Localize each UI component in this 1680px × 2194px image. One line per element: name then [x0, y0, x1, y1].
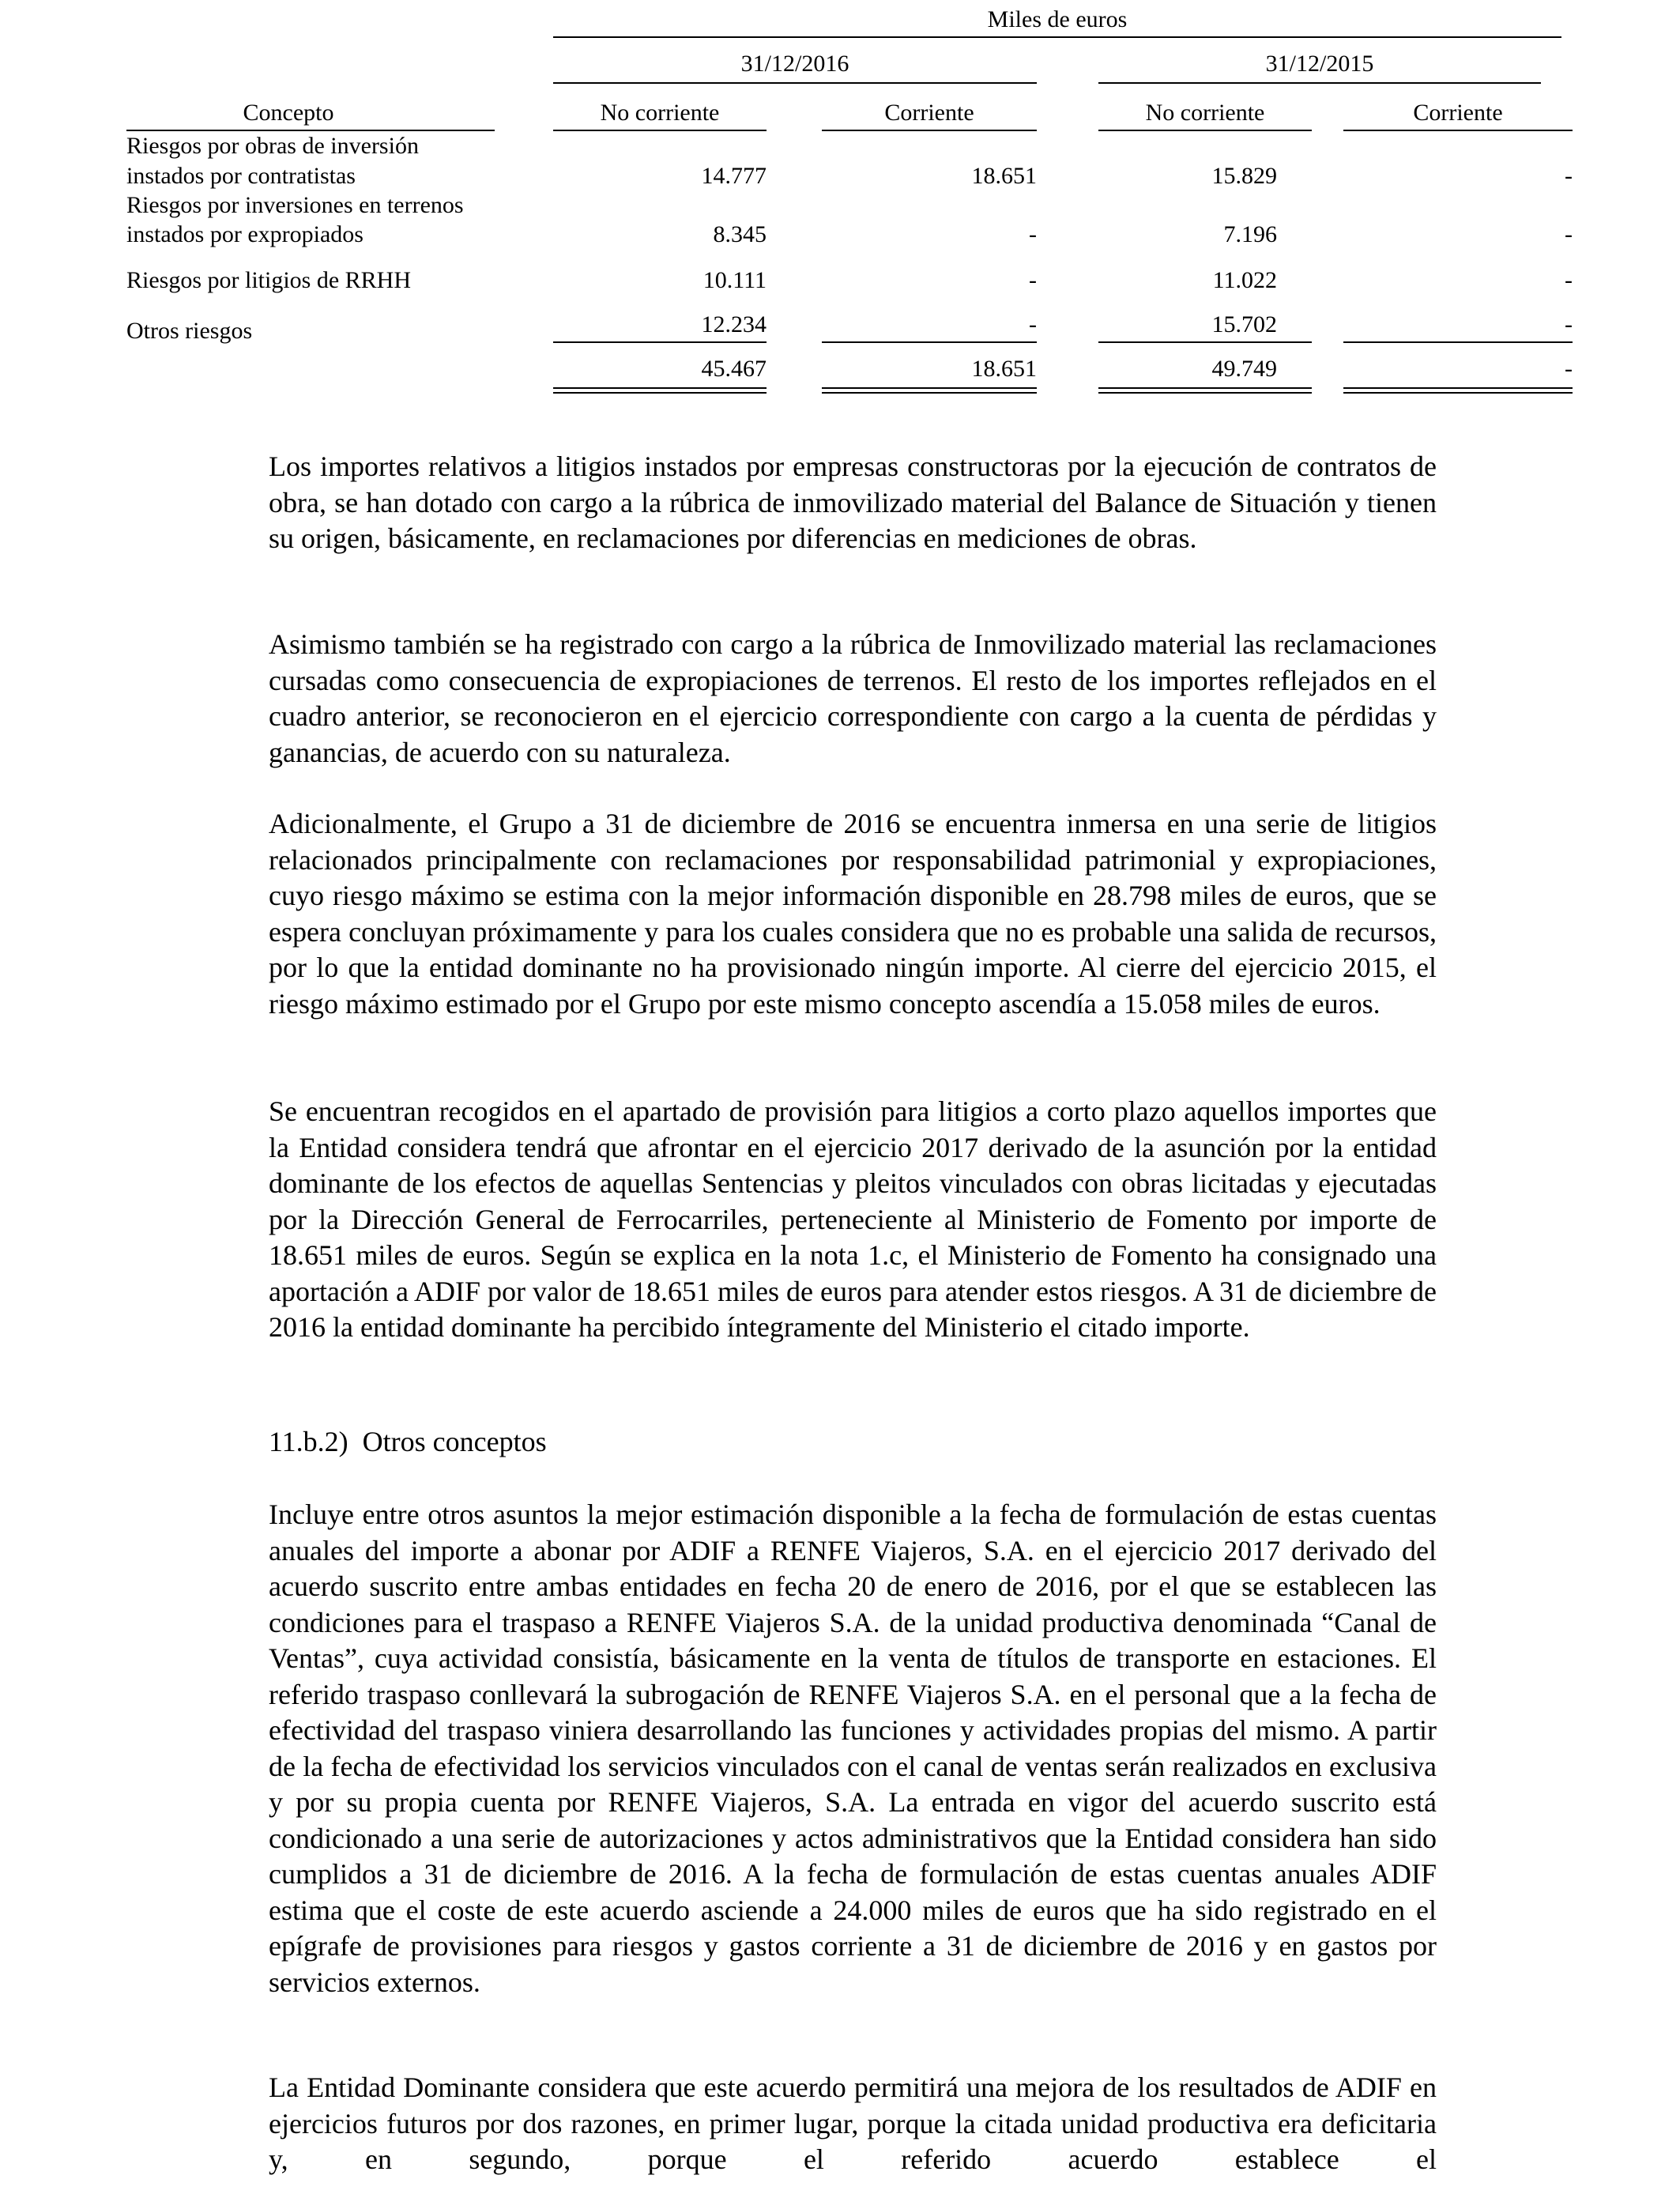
section-title: Otros conceptos [362, 1426, 547, 1457]
paragraph-canal-ventas: Incluye entre otros asuntos la mejor estimación disponible a la fecha de formulación de estas cuentas anuales del importe a abonar por ADIF a RENFE Viajeros, S.A. en el ejercicio 2017 derivado del acuerdo suscrito entre ambas entidades en fecha 20 de enero de 2016, por el que se establecen las condiciones para el traspaso a RENFE Viajeros S.A. de la unidad productiva denominada “Canal de Ventas”, cuya actividad consistía, básicamente en la venta de títulos de transporte en estaciones. El referido traspaso conllevará la subrogación de RENFE Viajeros S.A. en el personal que a la fecha de efectividad del traspaso viniera desarrollando las funciones y actividades propias del mismo. A partir de la fecha de efectividad los servicios vinculados con el canal de ventas serán realizados en exclusiva y por su propia cuenta por RENFE Viajeros, S.A. La entrada en vigor del acuerdo suscrito está condicionado a una serie de autorizaciones y actos administrativos que la Entidad considera han sido cumplidos a 31 de diciembre de 2016. A la fecha de formulación de estas cuentas anuales ADIF estima que el coste de este acuerdo asciende a 24.000 miles de euros que ha sido registrado en el epígrafe de provisiones para riesgos y gastos corriente a 31 de diciembre de 2016 y en gastos por servicios externos. [269, 1498, 1437, 1998]
cell-nc-2016: 10.111 [703, 267, 767, 293]
paragraph-litigios-constructoras: Los importes relativos a litigios instados por empresas constructoras por la ejecución de contratos de obra, se han dotado con cargo a la rúbrica de inmovilizado material del Balance de Situación y tienen su origen, básicamente, en reclamaciones por diferencias en mediciones de obras. [269, 450, 1437, 554]
cell-nc-2015: 15.829 [1211, 163, 1277, 189]
subtotal-line-c-2015 [1343, 341, 1573, 343]
total-double-line-c-2016 [822, 387, 1037, 394]
units-underline [553, 36, 1561, 38]
total-c-2016: 18.651 [971, 356, 1037, 382]
row-label-line1: Riesgos por inversiones en terrenos [126, 192, 464, 218]
cell-nc-2015: 11.022 [1212, 267, 1277, 293]
period-2015-header: 31/12/2015 [1265, 51, 1374, 77]
row-label-line2: instados por expropiados [126, 221, 363, 247]
cell-c-2015: - [1565, 221, 1573, 247]
cell-c-2015: - [1565, 267, 1573, 293]
subtotal-line-c-2016 [822, 341, 1037, 343]
section-number: 11.b.2) [269, 1426, 348, 1457]
col-c-2016-header: Corriente [884, 100, 974, 126]
col-nc-2015-header: No corriente [1145, 100, 1265, 126]
col-concepto-header: Concepto [243, 100, 334, 126]
units-header: Miles de euros [987, 6, 1128, 32]
subtotal-line-nc-2015 [1098, 341, 1312, 343]
cell-nc-2016: 12.234 [701, 311, 767, 337]
period-2016-header: 31/12/2016 [740, 51, 849, 77]
col-nc-2016-header: No corriente [600, 100, 720, 126]
row-label-line1: Riesgos por litigios de RRHH [126, 267, 412, 293]
total-double-line-c-2015 [1343, 387, 1573, 394]
cell-nc-2016: 8.345 [713, 221, 767, 247]
cell-c-2016: 18.651 [971, 163, 1037, 189]
col-c-2016-underline [822, 130, 1037, 131]
period-2015-underline [1098, 82, 1541, 84]
paragraph-mejora-resultados: La Entidad Dominante considera que este acuerdo permitirá una mejora de los resultados de ADIF en ejercicios futuros por dos razones, en primer lugar, porque la citada unidad productiva era deficitaria y, en segundo, porque el referido acuerdo establece el [269, 2071, 1437, 2175]
period-2016-underline [553, 82, 1037, 84]
paragraph-litigios-grupo: Adicionalmente, el Grupo a 31 de diciembre de 2016 se encuentra inmersa en una serie de litigios relacionados principalmente con reclamaciones por responsabilidad patrimonial y expropiaciones, cuyo riesgo máximo se estima con la mejor información disponible en 28.798 miles de euros, que se espera concluyan próximamente y para los cuales considera que no es probable una salida de recursos, por lo que la entidad dominante no ha provisionado ningún importe. Al cierre del ejercicio 2015, el riesgo máximo estimado por el Grupo por este mismo concepto ascendía a 15.058 miles de euros. [269, 808, 1437, 1020]
cell-c-2015: - [1565, 311, 1573, 337]
paragraph-reclamaciones-expropiaciones: Asimismo también se ha registrado con cargo a la rúbrica de Inmovilizado material las reclamaciones cursadas como consecuencia de expropiaciones de terrenos. El resto de los importes reflejados en el cuadro anterior, se reconocieron en el ejercicio correspondiente con cargo a la cuenta de pérdidas y ganancias, de acuerdo con su naturaleza. [269, 628, 1437, 768]
cell-nc-2016: 14.777 [701, 163, 767, 189]
total-nc-2016: 45.467 [701, 356, 767, 382]
cell-c-2016: - [1029, 267, 1037, 293]
cell-nc-2015: 7.196 [1223, 221, 1277, 247]
subtotal-line-nc-2016 [553, 341, 767, 343]
paragraph-provision-corto-plazo: Se encuentran recogidos en el apartado de provisión para litigios a corto plazo aquellos importes que la Entidad considera tendrá que afrontar en el ejercicio 2017 derivado de la asunción por la entidad dominante de los efectos de aquellas Sentencias y pleitos vinculados con obras licitadas y ejecutadas por la Dirección General de Ferrocarriles, perteneciente al Ministerio de Fomento por importe de 18.651 miles de euros. Según se explica en la nota 1.c, el Ministerio de Fomento ha consignado una aportación a ADIF por valor de 18.651 miles de euros para atender estos riesgos. A 31 de diciembre de 2016 la entidad dominante ha percibido íntegramente del Ministerio el citado importe. [269, 1095, 1437, 1343]
row-label-line2: instados por contratistas [126, 163, 356, 189]
total-double-line-nc-2016 [553, 387, 767, 394]
col-nc-2015-underline [1098, 130, 1312, 131]
cell-nc-2015: 15.702 [1211, 311, 1277, 337]
col-c-2015-header: Corriente [1413, 100, 1503, 126]
cell-c-2016: - [1029, 311, 1037, 337]
col-concepto-underline [126, 130, 495, 131]
col-c-2015-underline [1343, 130, 1573, 131]
section-heading [269, 1423, 547, 1460]
total-c-2015: - [1565, 356, 1573, 382]
row-label-line1: Otros riesgos [126, 318, 253, 344]
row-label-line1: Riesgos por obras de inversión [126, 133, 419, 159]
total-double-line-nc-2015 [1098, 387, 1312, 394]
total-nc-2015: 49.749 [1211, 356, 1277, 382]
cell-c-2015: - [1565, 163, 1573, 189]
col-nc-2016-underline [553, 130, 767, 131]
cell-c-2016: - [1029, 221, 1037, 247]
